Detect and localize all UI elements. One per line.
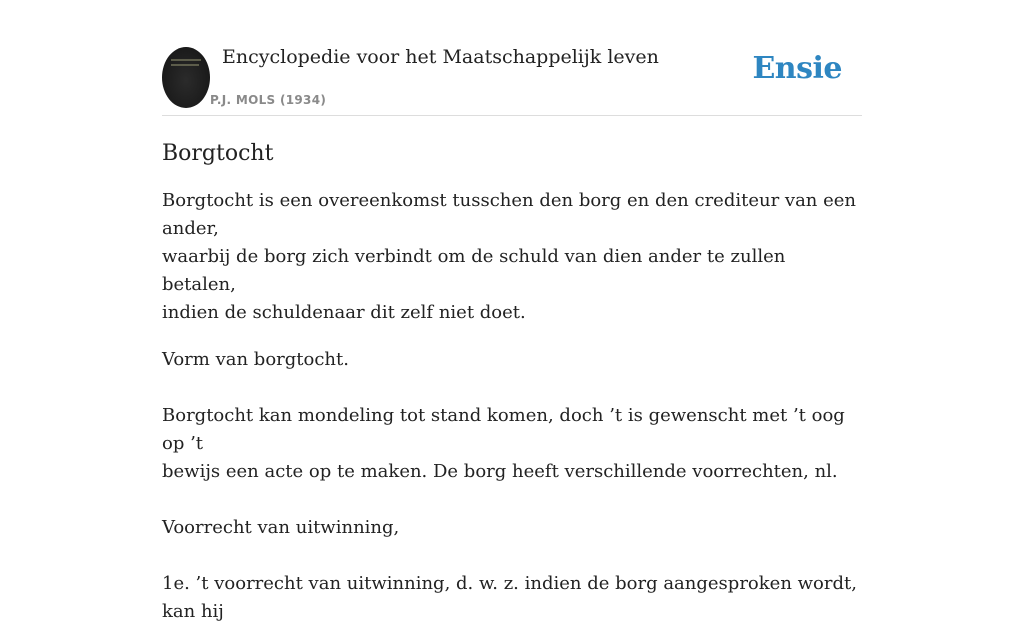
page-header — [162, 46, 862, 116]
book-author: P.J. MOLS (1934) — [210, 93, 327, 107]
article-paragraph: Borgtocht kan mondeling tot stand komen, doch ’t is gewenscht met ’t oog op ’t bewijs een acte op te maken. De borg heeft verschillende voorrechten, nl. — [162, 405, 845, 482]
section-heading: Voorrecht van uitwinning, — [162, 517, 400, 538]
section-heading: Vorm van borgtocht. — [162, 349, 349, 370]
book-cover-icon[interactable] — [162, 47, 210, 108]
article-title: Borgtocht — [162, 141, 274, 166]
article-paragraph: Borgtocht is een overeenkomst tusschen den borg en den crediteur van een ander, waarbij de borg zich verbindt om de schuld van dien ander te zullen betalen, indien de schuldenaar dit zelf niet doet. — [162, 190, 857, 323]
article — [162, 138, 862, 626]
book-title[interactable]: Encyclopedie voor het Maatschappelijk leven — [222, 46, 659, 68]
article-paragraph: 1e. ’t voorrecht van uitwinning, d. w. z. indien de borg aangesproken wordt, kan hij — [162, 573, 857, 622]
brand-logo[interactable]: Ensie — [752, 51, 842, 86]
